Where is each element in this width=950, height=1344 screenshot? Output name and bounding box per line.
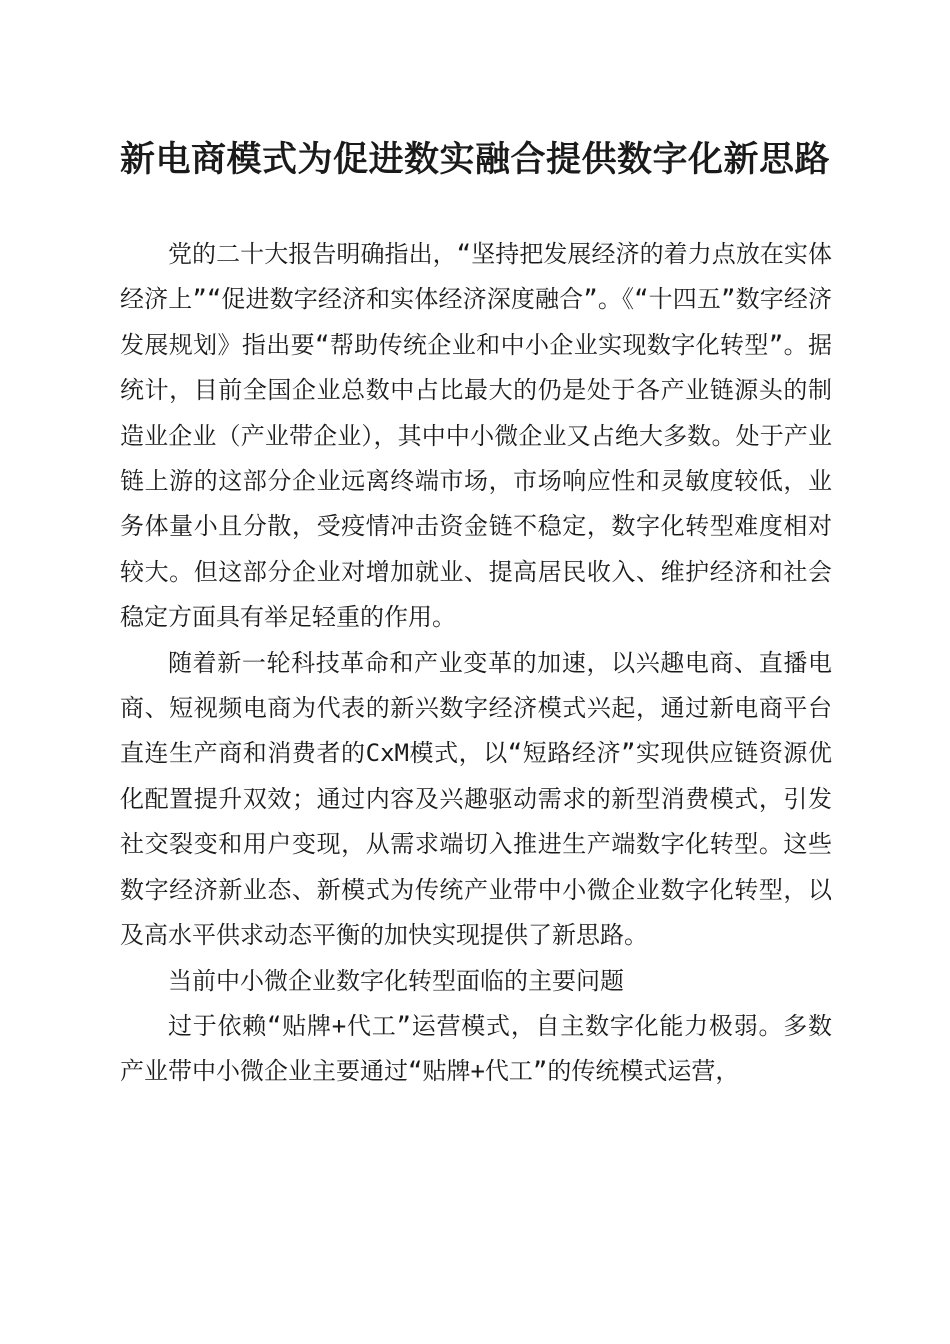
- section-heading-problems: 当前中小微企业数字化转型面临的主要问题: [168, 966, 624, 995]
- paragraph-oem-dependence: 过于依赖“贴牌+代工”运营模式，自主数字化能力极弱。多数产业带中小微企业主要通过“贴牌+代工”的传统模式运营，: [120, 1011, 832, 1086]
- paragraph-new-ecommerce: 随着新一轮科技革命和产业变革的加速，以兴趣电商、直播电商、短视频电商为代表的新兴数字经济模式兴起，通过新电商平台直连生产商和消费者的CxM模式，以“短路经济”实现供应链资源优化配置提升双效；通过内容及兴趣驱动需求的新型消费模式，引发社交裂变和用户变现，从需求端切入推进生产端数字化转型。这些数字经济新业态、新模式为传统产业带中小微企业数字化转型，以及高水平供求动态平衡的加快实现提供了新思路。: [120, 648, 832, 950]
- paragraph-intro: 党的二十大报告明确指出，“坚持把发展经济的着力点放在实体经济上”“促进数字经济和实体经济深度融合”。《“十四五”数字经济发展规划》指出要“帮助传统企业和中小企业实现数字化转型”。据统计，目前全国企业总数中占比最大的仍是处于各产业链源头的制造业企业（产业带企业），其中中小微企业又占绝大多数。处于产业链上游的这部分企业远离终端市场，市场响应性和灵敏度较低，业务体量小且分散，受疫情冲击资金链不稳定，数字化转型难度相对较大。但这部分企业对增加就业、提高居民收入、维护经济和社会稳定方面具有举足轻重的作用。: [120, 240, 832, 632]
- document-body: [120, 232, 832, 1095]
- document-title: 新电商模式为促进数实融合提供数字化新思路: [119, 139, 830, 180]
